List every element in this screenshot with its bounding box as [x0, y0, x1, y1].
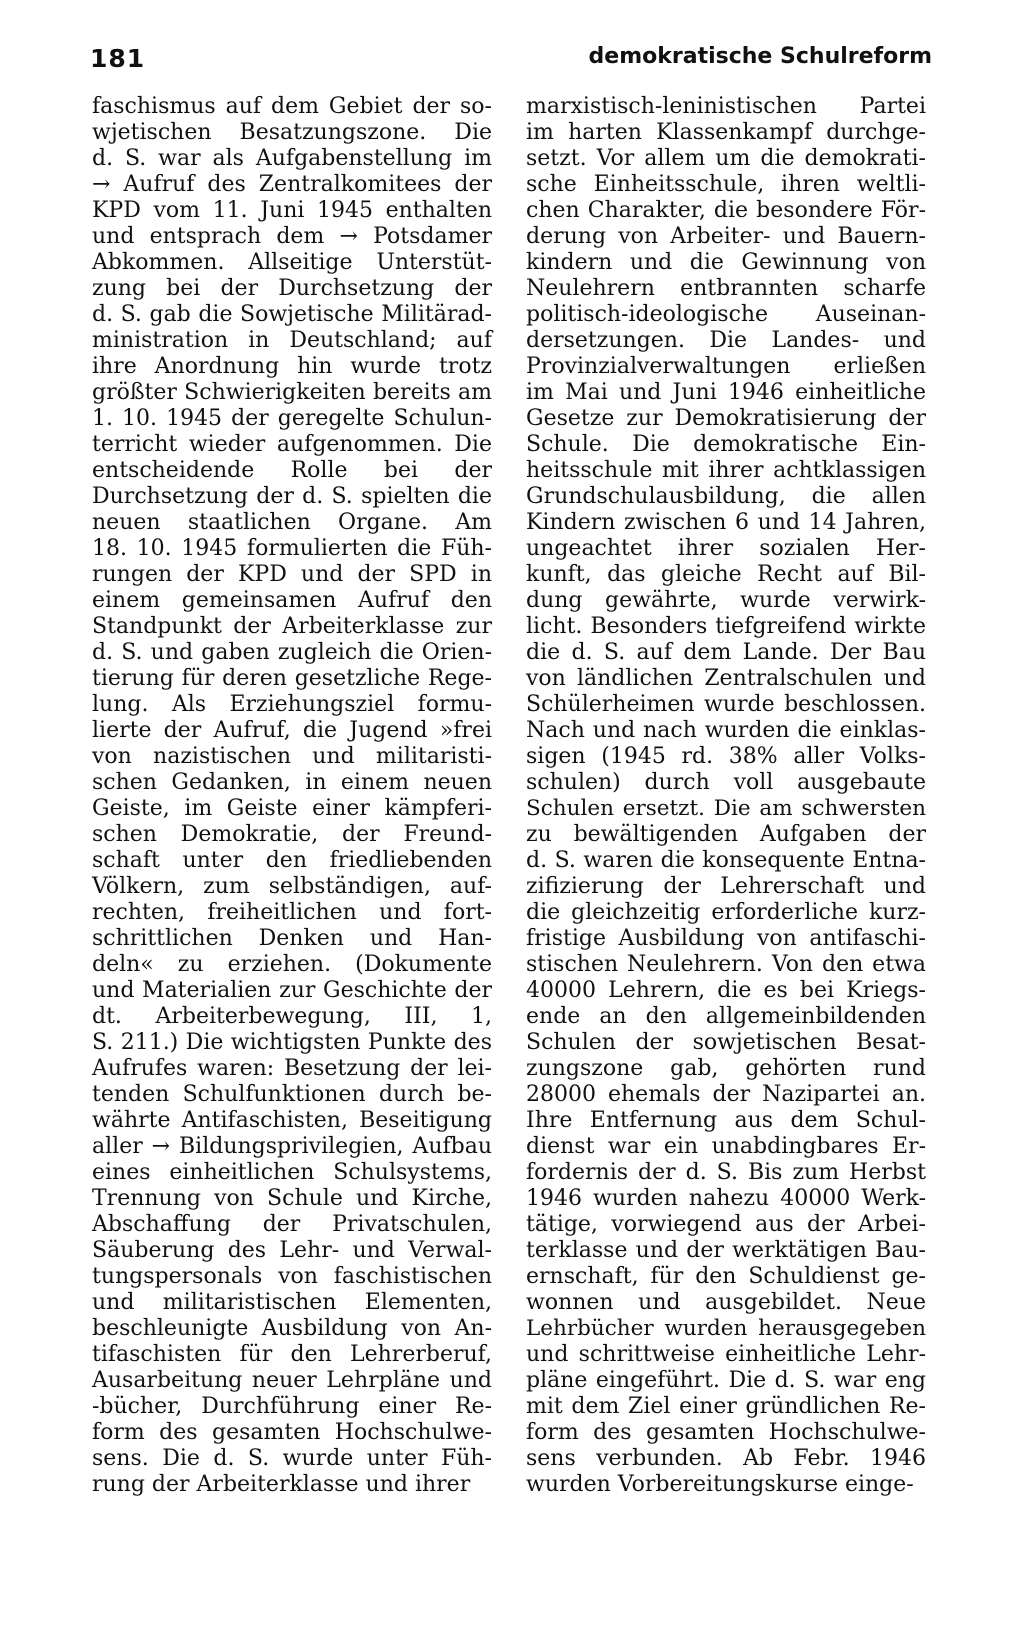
- text-line: 1946 wurden nahezu 40000 Werk-: [526, 1186, 926, 1211]
- text-line: dung gewährte, wurde verwirk-: [526, 588, 926, 613]
- text-line: Säuberung des Lehr- und Verwal-: [92, 1238, 492, 1263]
- text-line: Schulen ersetzt. Die am schwersten: [526, 796, 926, 821]
- running-head: demokratische Schulreform: [588, 44, 932, 69]
- text-line: rechten, freiheitlichen und fort-: [92, 900, 492, 925]
- text-line: aller → Bildungsprivilegien, Aufbau: [92, 1134, 492, 1159]
- text-line: licht. Besonders tiefgreifend wirkte: [526, 614, 926, 639]
- text-line: im harten Klassenkampf durchge-: [526, 120, 926, 145]
- text-line: sigen (1945 rd. 38% aller Volks-: [526, 744, 926, 769]
- text-line: tätige, vorwiegend aus der Arbei-: [526, 1212, 926, 1237]
- text-line: rung der Arbeiterklasse und ihrer: [92, 1472, 471, 1497]
- text-line: deln« zu erziehen. (Dokumente: [92, 952, 492, 977]
- text-line: tungspersonals von faschistischen: [92, 1264, 492, 1289]
- text-line: schen Gedanken, in einem neuen: [92, 770, 492, 795]
- text-line: zifizierung der Lehrerschaft und: [526, 874, 926, 899]
- text-line: kunft, das gleiche Recht auf Bil-: [526, 562, 926, 587]
- text-line: schen Demokratie, der Freund-: [92, 822, 492, 847]
- text-line: 40000 Lehrern, die es bei Kriegs-: [526, 978, 926, 1003]
- text-line: beschleunigte Ausbildung von An-: [92, 1316, 492, 1341]
- text-line: wjetischen Besatzungszone. Die: [92, 120, 492, 145]
- text-line: und Materialien zur Geschichte der: [92, 978, 492, 1003]
- text-line: und militaristischen Elementen,: [92, 1290, 492, 1315]
- text-line: → Aufruf des Zentralkomitees der: [92, 172, 492, 197]
- right-column: [526, 94, 926, 1498]
- text-line: ernschaft, für den Schuldienst ge-: [526, 1264, 926, 1289]
- text-line: rungen der KPD und der SPD in: [92, 562, 492, 587]
- text-line: im Mai und Juni 1946 einheitliche: [526, 380, 926, 405]
- text-line: und entsprach dem → Potsdamer: [92, 224, 492, 249]
- text-line: fristige Ausbildung von antifaschi-: [526, 926, 926, 951]
- text-line: wurden Vorbereitungskurse einge-: [526, 1472, 914, 1497]
- text-line: einem gemeinsamen Aufruf den: [92, 588, 492, 613]
- text-line: ungeachtet ihrer sozialen Her-: [526, 536, 926, 561]
- text-line: d. S. gab die Sowjetische Militärad-: [92, 302, 492, 327]
- text-line: dienst war ein unabdingbares Er-: [526, 1134, 926, 1159]
- text-line: chen Charakter, die besondere För-: [526, 198, 926, 223]
- text-line: d. S. war als Aufgabenstellung im: [92, 146, 492, 171]
- text-line: Abkommen. Allseitige Unterstüt-: [92, 250, 492, 275]
- text-line: zungszone gab, gehörten rund: [526, 1056, 926, 1081]
- text-line: tifaschisten für den Lehrerberuf,: [92, 1342, 492, 1367]
- text-line: form des gesamten Hochschulwe-: [92, 1420, 492, 1445]
- text-line: Abschaffung der Privatschulen,: [92, 1212, 492, 1237]
- text-line: schrittlichen Denken und Han-: [92, 926, 492, 951]
- text-line: Ausarbeitung neuer Lehrpläne und: [92, 1368, 492, 1393]
- text-line: terklasse und der werktätigen Bau-: [526, 1238, 926, 1263]
- left-column: [92, 94, 492, 1498]
- text-line: wonnen und ausgebildet. Neue: [526, 1290, 926, 1315]
- text-line: sens verbunden. Ab Febr. 1946: [526, 1446, 926, 1471]
- text-line: Durchsetzung der d. S. spielten die: [92, 484, 492, 509]
- text-line: zung bei der Durchsetzung der: [92, 276, 492, 301]
- text-line: politisch-ideologische Auseinan-: [526, 302, 926, 327]
- text-line: marxistisch-leninistischen Partei: [526, 94, 926, 119]
- text-line: währte Antifaschisten, Beseitigung: [92, 1108, 492, 1133]
- text-line: Neulehrern entbrannten scharfe: [526, 276, 926, 301]
- text-line: Provinzialverwaltungen erließen: [526, 354, 926, 379]
- text-line: sens. Die d. S. wurde unter Füh-: [92, 1446, 492, 1471]
- text-line: Trennung von Schule und Kirche,: [92, 1186, 492, 1211]
- text-line: Grundschulausbildung, die allen: [526, 484, 926, 509]
- text-line: ministration in Deutschland; auf: [92, 328, 492, 353]
- text-line: dt. Arbeiterbewegung, III, 1,: [92, 1004, 492, 1029]
- text-line: KPD vom 11. Juni 1945 enthalten: [92, 198, 492, 223]
- text-line: größter Schwierigkeiten bereits am: [92, 380, 492, 405]
- text-line: schaft unter den friedliebenden: [92, 848, 492, 873]
- text-line: sche Einheitsschule, ihren weltli-: [526, 172, 926, 197]
- text-line: derung von Arbeiter- und Bauern-: [526, 224, 926, 249]
- text-line: 1. 10. 1945 der geregelte Schulun-: [92, 406, 492, 431]
- text-line: Geiste, im Geiste einer kämpferi-: [92, 796, 492, 821]
- text-line: Lehrbücher wurden herausgegeben: [526, 1316, 926, 1341]
- text-line: fordernis der d. S. Bis zum Herbst: [526, 1160, 926, 1185]
- text-line: ende an den allgemeinbildenden: [526, 1004, 926, 1029]
- text-line: von nazistischen und militaristi-: [92, 744, 492, 769]
- text-line: lung. Als Erziehungsziel formu-: [92, 692, 492, 717]
- text-line: -bücher, Durchführung einer Re-: [92, 1394, 492, 1419]
- page-number: 181: [90, 44, 146, 73]
- text-line: Schulen der sowjetischen Besat-: [526, 1030, 926, 1055]
- text-line: dersetzungen. Die Landes- und: [526, 328, 926, 353]
- text-line: Nach und nach wurden die einklas-: [526, 718, 926, 743]
- text-line: setzt. Vor allem um die demokrati-: [526, 146, 926, 171]
- text-line: Ihre Entfernung aus dem Schul-: [526, 1108, 926, 1133]
- text-line: faschismus auf dem Gebiet der so-: [92, 94, 492, 119]
- text-line: mit dem Ziel einer gründlichen Re-: [526, 1394, 926, 1419]
- text-line: die gleichzeitig erforderliche kurz-: [526, 900, 926, 925]
- text-line: Kindern zwischen 6 und 14 Jahren,: [526, 510, 926, 535]
- text-line: pläne eingeführt. Die d. S. war eng: [526, 1368, 926, 1393]
- text-line: d. S. waren die konsequente Entna-: [526, 848, 926, 873]
- text-line: 18. 10. 1945 formulierten die Füh-: [92, 536, 492, 561]
- text-line: Gesetze zur Demokratisierung der: [526, 406, 926, 431]
- text-line: d. S. und gaben zugleich die Orien-: [92, 640, 492, 665]
- text-line: entscheidende Rolle bei der: [92, 458, 492, 483]
- text-line: tenden Schulfunktionen durch be-: [92, 1082, 492, 1107]
- text-line: heitsschule mit ihrer achtklassigen: [526, 458, 926, 483]
- text-line: Aufrufes waren: Besetzung der lei-: [92, 1056, 492, 1081]
- text-line: Schülerheimen wurde beschlossen.: [526, 692, 926, 717]
- text-line: kindern und die Gewinnung von: [526, 250, 926, 275]
- text-line: schulen) durch voll ausgebaute: [526, 770, 926, 795]
- text-line: lierte der Aufruf, die Jugend »frei: [92, 718, 492, 743]
- text-line: stischen Neulehrern. Von den etwa: [526, 952, 926, 977]
- text-line: 28000 ehemals der Nazipartei an.: [526, 1082, 926, 1107]
- text-line: und schrittweise einheitliche Lehr-: [526, 1342, 926, 1367]
- text-line: terricht wieder aufgenommen. Die: [92, 432, 492, 457]
- text-line: zu bewältigenden Aufgaben der: [526, 822, 926, 847]
- text-line: tierung für deren gesetzliche Rege-: [92, 666, 492, 691]
- text-line: Völkern, zum selbständigen, auf-: [92, 874, 492, 899]
- text-line: neuen staatlichen Organe. Am: [92, 510, 492, 535]
- text-line: ihre Anordnung hin wurde trotz: [92, 354, 492, 379]
- text-line: von ländlichen Zentralschulen und: [526, 666, 926, 691]
- text-line: Schule. Die demokratische Ein-: [526, 432, 926, 457]
- text-line: die d. S. auf dem Lande. Der Bau: [526, 640, 926, 665]
- text-line: Standpunkt der Arbeiterklasse zur: [92, 614, 492, 639]
- text-line: form des gesamten Hochschulwe-: [526, 1420, 926, 1445]
- text-line: eines einheitlichen Schulsystems,: [92, 1160, 492, 1185]
- text-line: S. 211.) Die wichtigsten Punkte des: [92, 1030, 492, 1055]
